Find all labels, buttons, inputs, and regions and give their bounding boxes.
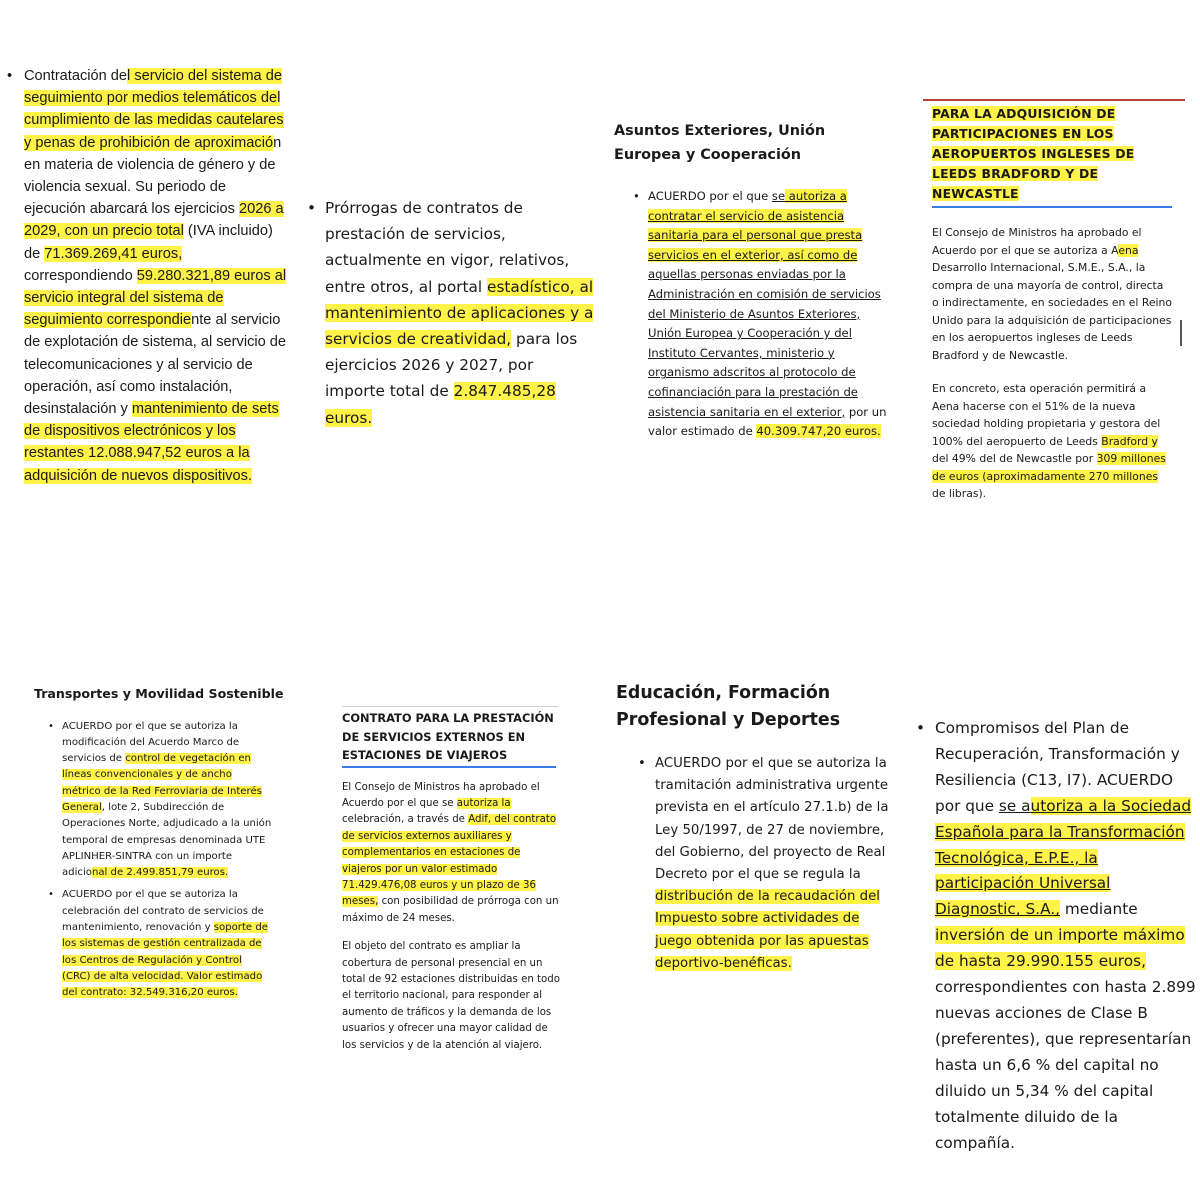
highlighted-text: 2.847.485,28 euros. <box>325 382 556 427</box>
bullet-list <box>0 60 290 487</box>
clipping-panel-6 <box>330 700 592 1080</box>
list-item: • Compromisos del Plan de Recuperación, Transformación y Resiliencia (C13, I7). ACUERDO por que se autoriza a la Sociedad Española para la Transformación Tecnológica, E.P.E., la participación Universal Diagnostic, S.A., mediante inversión de un importe máximo de hasta 29.990.155 euros, correspondientes con hasta 2.899 nuevas acciones de Clase B (preferentes), que representarían hasta un 6,6 % del capital no diluido un 5,34 % del capital totalmente diluido de la compañía. <box>935 716 1196 1156</box>
highlighted-text: 40.309.747,20 euros. <box>756 424 881 439</box>
list-item: • Contratación del servicio del sistema de seguimiento por medios telemáticos del cumplimiento de las medidas cautelares y penas de prohibición de aproximación en materia de violencia de género y de violencia sexual. Su periodo de ejecución abarcará los ejercicios 2026 a 2029, con un precio total (IVA incluido) de 71.369.269,41 euros, correspondiendo 59.280.321,89 euros al servicio integral del sistema de seguimiento correspondiente al servicio de explotación de sistema, al servicio de telecomunicaciones y al servicio de operación, así como instalación, desinstalación y mantenimiento de sets de dispositivos electrónicos y los restantes 12.088.947,52 euros a la adquisición de nuevos dispositivos. <box>24 65 290 487</box>
list-item: • ACUERDO por el que se autoriza a contratar el servicio de asistencia sanitaria para el personal que presta servicios en el exterior, así como de aquellas personas enviadas por la Administración en comisión de servicios del Ministerio de Asuntos Exteriores, Unión Europea y Cooperación y del Instituto Cervantes, ministerio y organismo adscritos al protocolo de cofinanciación para la prestación de asistencia sanitaria en el exterior, por un valor estimado de 40.309.747,20 euros. <box>648 187 896 442</box>
section-heading: Asuntos Exteriores, Unión Europea y Cooperación <box>614 123 826 163</box>
divider <box>923 99 1185 101</box>
underlined-text: aquellas personas enviadas por la Administración en comisión de servicios del Ministerio de Asuntos Exteriores, Unión Europea y Cooperación y del Instituto Cervantes, ministerio y organismo adscritos al protocolo de cofinanciación para la prestación de asistencia sanitaria en el exterior, <box>648 267 881 419</box>
clipping-panel-8 <box>906 712 1196 1152</box>
clipping-panel-4 <box>918 98 1194 498</box>
divider <box>1180 320 1182 346</box>
highlighted-text: Adif, del contrato de servicios externos auxiliares y complementarios en estaciones de viajeros por un valor estimado 71.429.476,08 euros y un plazo de 36 meses, <box>342 814 557 908</box>
section-heading <box>932 104 1172 208</box>
divider <box>342 706 558 707</box>
clipping-panel-7 <box>608 676 900 1016</box>
highlighted-text: inversión de un importe máximo de hasta 29.990.155 euros, <box>935 926 1185 971</box>
paragraph: El objeto del contrato es ampliar la cobertura de personal presencial en un total de 92 estaciones distribuidas en todo el territorio nacional, para responder al aumento de tráficos y la demanda de los usuarios y ofrecer una mayor calidad de los servicios y de la atención al viajero. <box>342 941 560 1051</box>
paragraph: El Consejo de Ministros ha aprobado el Acuerdo por el que se autoriza la celebración, a través de Adif, del contrato de servicios externos auxiliares y complementarios en estaciones de viajeros por un valor estimado 71.429.476,08 euros y un plazo de 36 meses, con posibilidad de prórroga con un máximo de 24 meses. <box>342 781 559 924</box>
underlined-text: se <box>771 189 786 203</box>
list-item: • ACUERDO por el que se autoriza la modificación del Acuerdo Marco de servicios de control de vegetación en líneas convencionales y de ancho métrico de la Red Ferroviaria de Interés General, lote 2, Subdirección de Operaciones Norte, adjudicado a la unión temporal de empresas denominada UTE APLINHER-SINTRA con un importe adicional de 2.499.851,79 euros. <box>62 719 272 882</box>
bullet-list <box>606 167 896 442</box>
highlighted-text: 309 millones de euros (aproximadamente 270 millones <box>932 452 1166 483</box>
clipping-panel-1 <box>0 60 290 550</box>
highlighted-text: estadístico, al mantenimiento de aplicaciones y a servicios de creatividad, <box>325 277 594 349</box>
clipping-panel-3 <box>606 112 896 492</box>
highlighted-text: nal de 2.499.851,79 euros. <box>91 867 229 879</box>
paragraph: El Consejo de Ministros ha aprobado el Acuerdo por el que se autoriza a Aena Desarrollo Internacional, S.M.E., S.A., la compra de una mayoría de control, directa o indirectamente, en sociedades en el Reino Unido para la adquisición de participaciones en los aeropuertos ingleses de Leeds Bradford y de Newcastle. <box>932 226 1172 362</box>
paragraph: En concreto, esta operación permitirá a Aena hacerse con el 51% de la nueva sociedad holding propietaria y gestora del 100% del aeropuerto de Leeds Bradford y del 49% del de Newcastle por 309 millones de euros (aproximadamente 270 millones de libras). <box>932 382 1166 500</box>
bullet-list <box>906 712 1196 1156</box>
list-item: • ACUERDO por el que se autoriza la celebración del contrato de servicios de mantenimiento, renovación y soporte de los sistemas de gestión centralizada de los Centros de Regulación y Control (CRC) de alta velocidad. Valor estimado del contrato: 32.549.316,20 euros. <box>62 887 272 1001</box>
bullet-list <box>0 705 272 1002</box>
clipping-panel-5 <box>0 676 292 1091</box>
highlighted-text: 2026 a 2029, con un precio total <box>24 201 284 240</box>
section-heading: Transportes y Movilidad Sostenible <box>34 686 284 701</box>
list-item: • Prórrogas de contratos de prestación de servicios, actualmente en vigor, relativos, entre otros, al portal estadístico, al mantenimiento de aplicaciones y a servicios de creatividad, para los ejercicios 2026 y 2027, por importe total de 2.847.485,28 euros. <box>325 195 596 431</box>
bullet-list <box>608 734 900 975</box>
highlighted-text: Bradford y <box>1101 434 1158 448</box>
highlighted-text: ena <box>1118 243 1139 257</box>
highlighted-text: soporte de los sistemas de gestión centralizada de los Centros de Regulación y Control (CRC) de alta velocidad. Valor estimado del contrato: 32.549.316,20 euros. <box>62 922 268 999</box>
highlighted-text: autoriza a contratar el servicio de asistencia sanitaria para el personal que presta servicios en el exterior, así como de <box>648 189 863 262</box>
underlined-text: se a <box>998 796 1031 815</box>
highlighted-text: autoriza la <box>456 797 511 809</box>
highlighted-text: distribución de la recaudación del Impuesto sobre actividades de juego obtenida por las apuestas deportivo-benéficas. <box>655 889 880 971</box>
highlighted-text: control de vegetación en líneas convencionales y de ancho métrico de la Red Ferroviaria de Interés General <box>62 753 262 813</box>
bullet-list <box>300 190 596 431</box>
highlighted-text: 71.369.269,41 euros, <box>44 245 183 262</box>
highlighted-text: l servicio del sistema de seguimiento por medios telemáticos del cumplimiento de las medidas cautelares y penas de prohibición de aproximació <box>24 68 284 151</box>
section-heading: CONTRATO PARA LA PRESTACIÓN DE SERVICIOS EXTERNOS EN ESTACIONES DE VIAJEROS <box>342 709 556 768</box>
list-item: • ACUERDO por el que se autoriza la tramitación administrativa urgente prevista en el artículo 27.1.b) de la Ley 50/1997, de 27 de noviembre, del Gobierno, del proyecto de Real Decreto por el que se regula la distribución de la recaudación del Impuesto sobre actividades de juego obtenida por las apuestas deportivo-benéficas. <box>655 753 900 975</box>
highlighted-text: mantenimiento de sets de dispositivos electrónicos y los restantes 12.088.947,52 euros a la adquisición de nuevos dispositivos. <box>24 401 279 484</box>
section-heading: Educación, Formación Profesional y Deportes <box>616 683 841 730</box>
highlighted-text: utoriza a la Sociedad Española para la Transformación Tecnológica, E.P.E., la participación Universal Diagnostic, S.A., <box>935 796 1192 919</box>
highlighted-text: PARA LA ADQUISICIÓN DE PARTICIPACIONES EN LOS AEROPUERTOS INGLESES DE LEEDS BRADFORD Y DE NEWCASTLE <box>932 106 1135 201</box>
clipping-panel-2 <box>300 190 596 427</box>
highlighted-text: 59.280.321,89 euros al servicio integral del sistema de seguimiento correspondie <box>24 267 287 329</box>
